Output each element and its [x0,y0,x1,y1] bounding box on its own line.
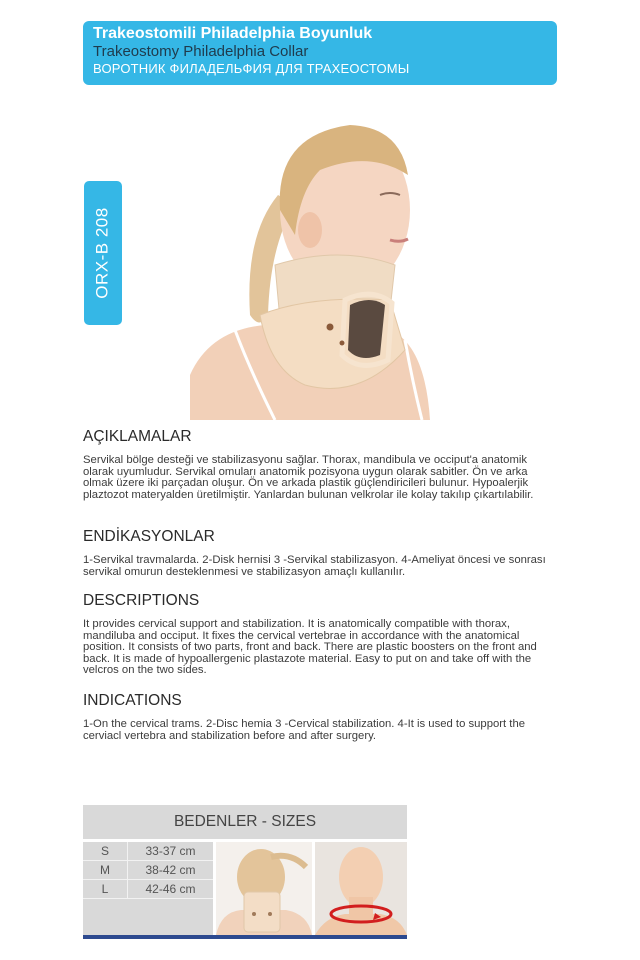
size-row [83,861,213,880]
section-heading: AÇIKLAMALAR [83,428,192,445]
size-label: M [83,861,128,879]
size-range: 38-42 cm [145,863,196,877]
section-indications [83,692,553,742]
section-heading: INDICATIONS [83,692,182,709]
section-body: 1-On the cervical trams. 2-Disc hemia 3 -Cervical stabilization. 4-It is used to support the cerviacl vertebra and stabilization before and after surgery. [83,718,526,742]
size-row [83,842,213,861]
section-endikasyonlar [83,528,553,578]
collar-back-view-image [216,842,312,935]
size-row [83,880,213,899]
product-code: ORX-B 208 [93,207,112,299]
section-body: It provides cervical support and stabilization. It is anatomically compatible with thorax, mandiluba and occiput. It fixes the cervical vertebrae in accordance with the anatomical position. It consists of two parts, front and back. There are plastic boosters on the front and back. It is made of hypoallergenic plastazote material. Easy to put on and take off with the velcros on the two sides. [83,618,537,677]
section-body: Servikal bölge desteği ve stabilizasyonu sağlar. Thorax, mandibula ve occiput'a anatomik olarak uyumludur. Servikal omuları anatomik pozisyona uygun olarak sabitler. Ön ve arka olmak üzere iki parçadan oluşur. Ön ve arkada plastik güçlendiricileri bulunur. Hypoalerjik plaztozot materyalden üretilmiştir. Yanlardan bulunan velkrolar ile kolay takılıp çıkartılabilir. [83,454,534,501]
section-heading: ENDİKASYONLAR [83,528,215,545]
product-code-tab [84,181,122,325]
size-chart [83,805,407,938]
title-russian: ВОРОТНИК ФИЛАДЕЛЬФИЯ ДЛЯ ТРАХЕОСТОМЫ [93,61,410,76]
section-descriptions [83,592,553,677]
size-label: L [83,880,128,898]
size-range: 42-46 cm [145,882,196,896]
title-turkish: Trakeostomili Philadelphia Boyunluk [93,25,373,42]
size-range: 33-37 cm [145,844,196,858]
size-label: S [83,842,128,860]
size-chart-bottom-bar [83,935,407,939]
size-chart-title: BEDENLER - SIZES [83,805,407,839]
hero-product-image [190,115,450,420]
section-heading: DESCRIPTIONS [83,592,200,609]
size-table [83,842,213,935]
woman-wearing-collar-illustration [190,115,450,420]
product-title-banner [83,21,557,85]
neck-measurement-image [315,842,407,935]
title-english: Trakeostomy Philadelphia Collar [93,43,309,60]
section-aciklamalar [83,428,553,501]
section-body: 1-Servikal travmalarda. 2-Disk hernisi 3 -Servikal stabilizasyon. 4-Ameliyat öncesi ve sonrası servikal omurun desteklenmesi ve stabilizasyon amaçlı kullanılır. [83,554,546,578]
